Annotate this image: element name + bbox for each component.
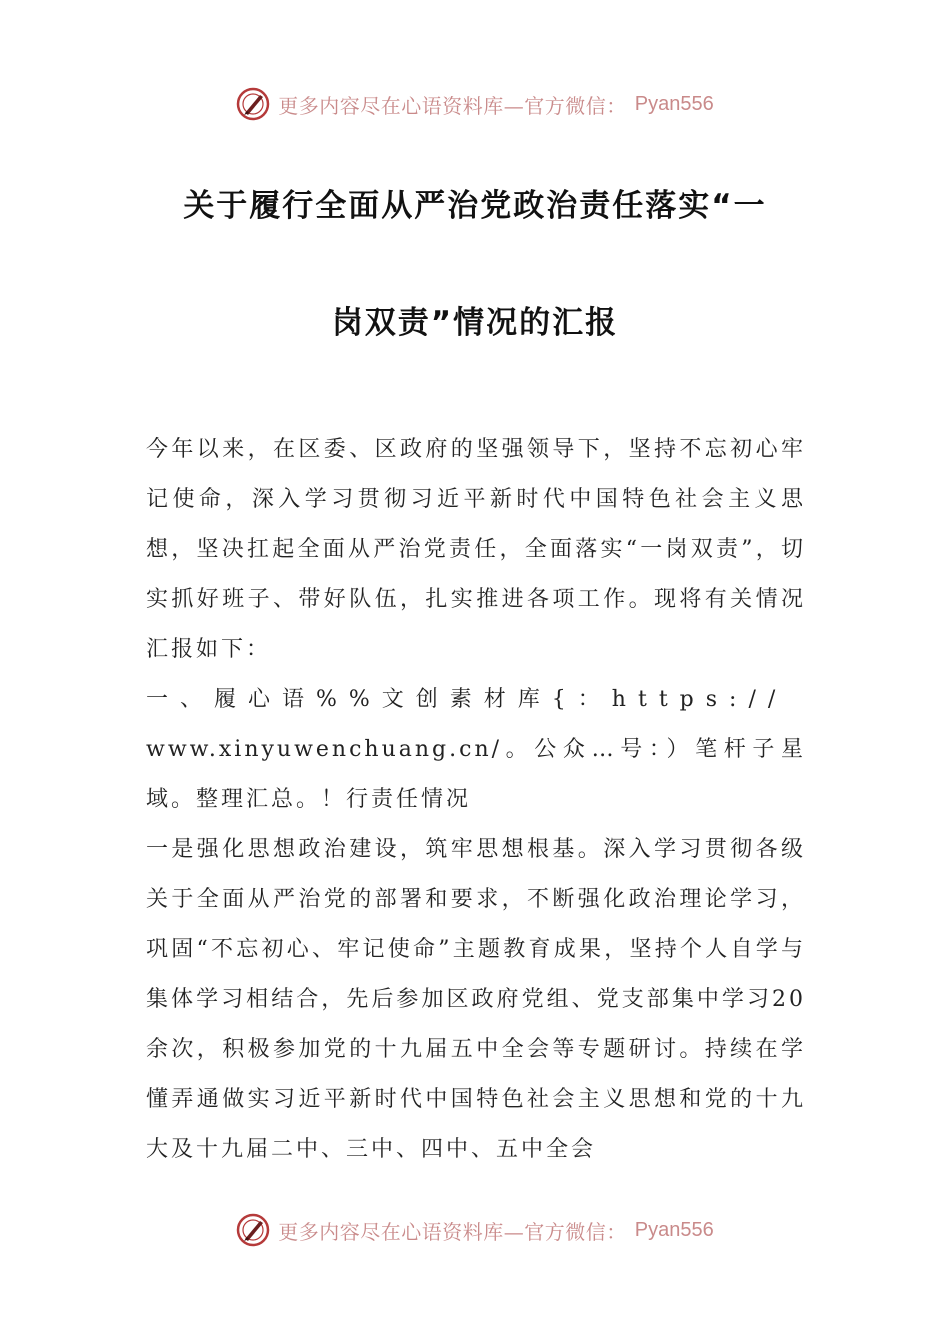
paragraph-section-heading-part2: www.xinyuwenchuang.cn/。公众…号：）笔杆子星域。整理汇总。！行责任情况 [146, 737, 806, 812]
watermark-text: 更多内容尽在心语资料库—官方微信： [278, 1219, 627, 1244]
watermark-wechat: Pyan556 [634, 92, 714, 115]
paragraph-intro: 今年以来，在区委、区政府的坚强领导下，坚持不忘初心牢记使命，深入学习贯彻习近平新时代中国特色社会主义思想，坚决扛起全面从严治党责任，全面落实“一岗双责”，切实抓好班子、带好队伍，扎实推进各项工作。现将有关情况汇报如下： [146, 437, 806, 662]
document-title-line-1: 关于履行全面从严治党政治责任落实“一 [183, 188, 767, 224]
document-body [146, 425, 806, 1175]
document-title-line-2: 岗双责”情况的汇报 [331, 305, 619, 341]
header-watermark [0, 80, 950, 128]
paragraph-section-heading-part1: 一、履心语%%文创素材库{：https:// [146, 687, 788, 712]
footer-watermark [0, 1206, 950, 1254]
watermark-text: 更多内容尽在心语资料库—官方微信： [278, 93, 627, 118]
quill-seal-icon [236, 1213, 270, 1247]
watermark-wechat: Pyan556 [634, 1218, 714, 1241]
quill-seal-icon [236, 87, 270, 121]
paragraph-point-one: 一是强化思想政治建设，筑牢思想根基。深入学习贯彻各级关于全面从严治党的部署和要求，不断强化政治理论学习，巩固“不忘初心、牢记使命”主题教育成果，坚持个人自学与集体学习相结合，先后参加区政府党组、党支部集中学习20余次，积极参加党的十九届五中全会等专题研讨。持续在学懂弄通做实习近平新时代中国特色社会主义思想和党的十九大及十九届二中、三中、四中、五中全会 [146, 837, 806, 1162]
